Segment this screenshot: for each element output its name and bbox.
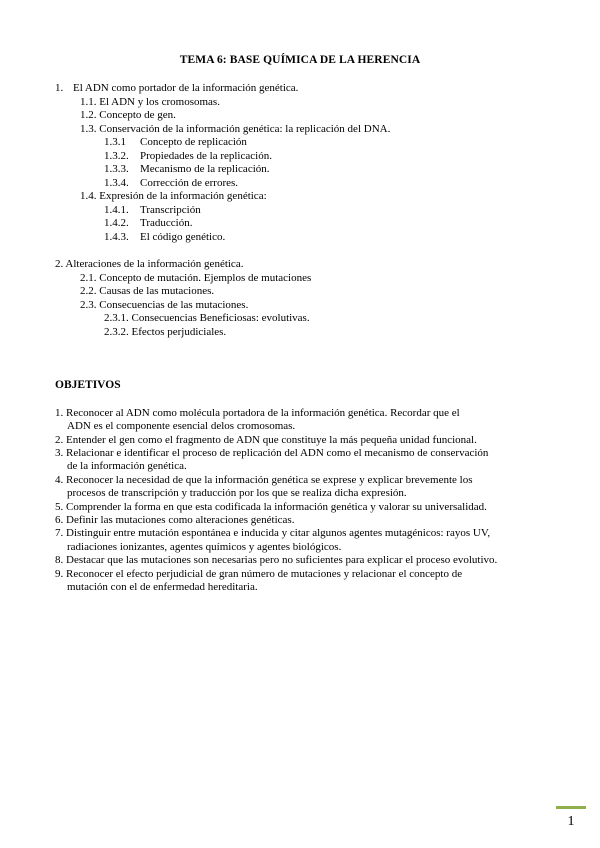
- outline-item-text: Mecanismo de la replicación.: [140, 163, 270, 175]
- outline-item-text: El código genético.: [140, 231, 226, 243]
- objective-3-line-1: 3. Relacionar e identificar el proceso de replicación del ADN como el mecanismo de conservación: [55, 447, 489, 459]
- page-number-accent-bar: [556, 806, 586, 809]
- outline-item-text: Transcripción: [140, 204, 201, 216]
- outline-item-number: 1.4.3.: [104, 231, 129, 243]
- outline-item-text: Concepto de replicación: [140, 136, 247, 148]
- objective-9-line-1: 9. Reconocer el efecto perjudicial de gran número de mutaciones y relacionar el concepto de: [55, 568, 463, 580]
- outline-item-2-3-1: 2.3.1. Consecuencias Beneficiosas: evolutivas.: [104, 312, 310, 324]
- objectives-heading: OBJETIVOS: [55, 379, 121, 391]
- outline-item-number: 1.4.1.: [104, 204, 129, 216]
- outline-item-1-4-1: [104, 204, 201, 217]
- outline-item-1-3: 1.3. Conservación de la información genética: la replicación del DNA.: [80, 123, 391, 135]
- outline-item-text: Corrección de errores.: [140, 177, 239, 189]
- outline-item-1-3-4: [104, 177, 238, 190]
- outline-item-text: El ADN como portador de la información genética.: [73, 82, 299, 94]
- page-number-box: [556, 806, 586, 838]
- outline-item-number: 1.: [55, 82, 64, 94]
- objective-9-line-2: mutación con el de enfermedad hereditaria.: [67, 581, 258, 593]
- outline-item-1: [55, 82, 298, 95]
- outline-item-2-2: 2.2. Causas de las mutaciones.: [80, 285, 215, 297]
- objective-5: 5. Comprender la forma en que esta codificada la información genética y valorar su universalidad.: [55, 501, 487, 513]
- outline-item-number: 1.3.4.: [104, 177, 129, 189]
- outline-item-1-3-2: [104, 150, 272, 163]
- outline-item-2-1: 2.1. Concepto de mutación. Ejemplos de mutaciones: [80, 272, 312, 284]
- outline-item-1-3-3: [104, 163, 270, 176]
- page-number: 1: [567, 814, 575, 829]
- outline-item-text: Propiedades de la replicación.: [140, 150, 272, 162]
- outline-item-number: 1.4.2.: [104, 217, 129, 229]
- page-title: TEMA 6: BASE QUÍMICA DE LA HERENCIA: [179, 54, 421, 66]
- objective-7-line-1: 7. Distinguir entre mutación espontánea e inducida y citar algunos agentes mutagénicos: rayos UV,: [55, 527, 491, 539]
- objective-4-line-1: 4. Reconocer la necesidad de que la información genética se exprese y explicar brevemente los: [55, 474, 473, 486]
- objective-3-line-2: de la información genética.: [67, 460, 187, 472]
- outline-item-number: 1.3.3.: [104, 163, 129, 175]
- outline-item-1-4: 1.4. Expresión de la información genética:: [80, 190, 267, 202]
- outline-item-1-4-3: [104, 231, 225, 244]
- objective-6: 6. Definir las mutaciones como alteraciones genéticas.: [55, 514, 295, 526]
- outline-item-number: 1.3.2.: [104, 150, 129, 162]
- outline-item-2: 2. Alteraciones de la información genética.: [55, 258, 244, 270]
- outline-item-1-3-1: [104, 136, 247, 149]
- objective-4-line-2: procesos de transcripción y traducción por los que se realiza dicha expresión.: [67, 487, 407, 499]
- objective-7-line-2: radiaciones ionizantes, agentes químicos y agentes biológicos.: [67, 541, 342, 553]
- objective-1-line-2: ADN es el componente esencial delos cromosomas.: [67, 420, 296, 432]
- objective-2: 2. Entender el gen como el fragmento de ADN que constituye la más pequeña unidad funcional.: [55, 434, 477, 446]
- outline-item-1-1: 1.1. El ADN y los cromosomas.: [80, 96, 220, 108]
- outline-item-1-4-2: [104, 217, 192, 230]
- outline-item-2-3-2: 2.3.2. Efectos perjudiciales.: [104, 326, 227, 338]
- objective-1-line-1: 1. Reconocer al ADN como molécula portadora de la información genética. Recordar que el: [55, 407, 460, 419]
- objective-8: 8. Destacar que las mutaciones son necesarias pero no suficientes para explicar el proceso evolutivo.: [55, 554, 498, 566]
- outline-item-2-3: 2.3. Consecuencias de las mutaciones.: [80, 299, 249, 311]
- outline-item-number: 1.3.1: [104, 136, 126, 148]
- outline-item-text: Traducción.: [140, 217, 193, 229]
- outline-item-1-2: 1.2. Concepto de gen.: [80, 109, 176, 121]
